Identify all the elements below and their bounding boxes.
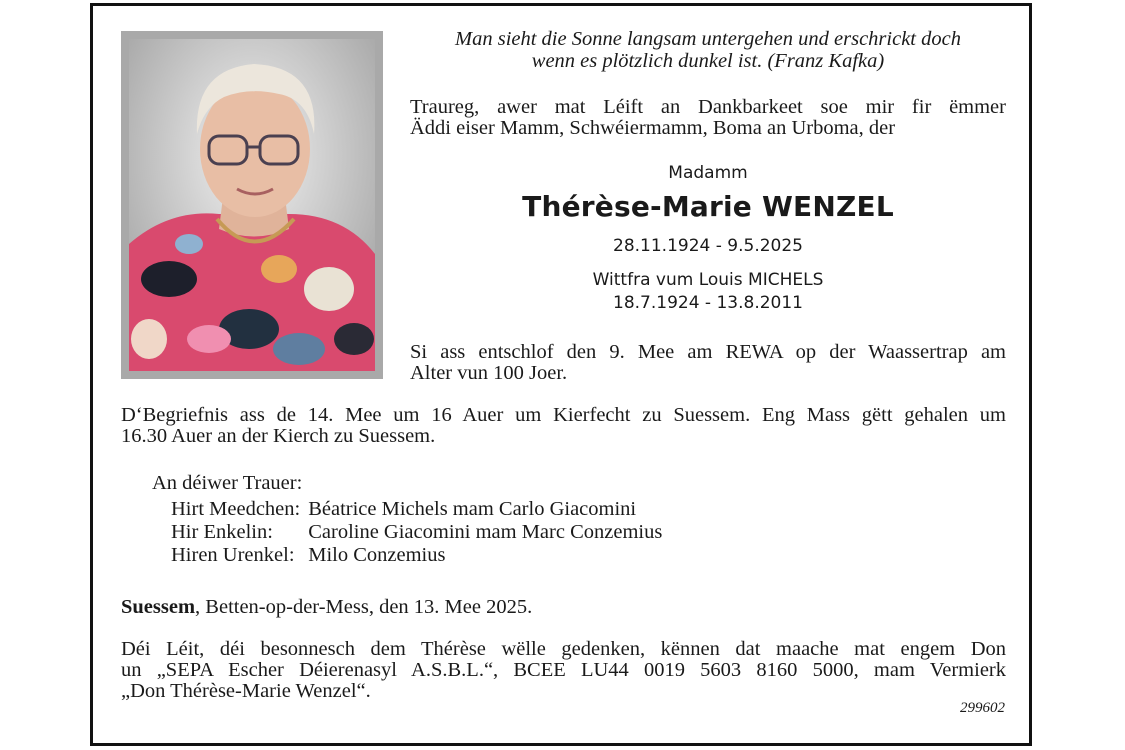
donation-line-1: Déi Léit, déi besonnesch dem Thérèse wëlle gedenken, kënnen dat maache mat engem Don (121, 638, 1006, 660)
deceased-name: Thérèse-Marie WENZEL (522, 190, 894, 223)
intro-line-2: Äddi eiser Mamm, Schwéiermamm, Boma an Urboma, der (410, 117, 896, 139)
mourner-relation: Hiren Urenkel: (171, 544, 295, 566)
list-item (171, 521, 662, 544)
mourners-heading: An déiwer Trauer: (152, 472, 303, 494)
mourner-names: Caroline Giacomini mam Marc Conzemius (308, 521, 663, 543)
mourner-names: Béatrice Michels mam Carlo Giacomini (308, 498, 637, 520)
death-line-2: Alter vun 100 Joer. (410, 362, 568, 384)
death-line-1: Si ass entschlof den 9. Mee am REWA op der Waassertrap am (410, 341, 1006, 363)
list-item (171, 544, 662, 567)
salutation: Madamm (668, 163, 748, 183)
portrait-photo (129, 39, 375, 371)
mourner-names: Milo Conzemius (308, 544, 446, 566)
intro-line-1: Traureg, awer mat Léift an Dankbarkeet soe mir fir ëmmer (410, 96, 1006, 118)
mourners-list (171, 498, 662, 567)
reference-number: 299602 (960, 700, 1005, 716)
mourner-relation: Hirt Meedchen: (171, 498, 301, 520)
death-notice (410, 342, 1006, 384)
donation-info (121, 639, 1006, 702)
deceased-dates: 28.11.1924 - 9.5.2025 (613, 236, 803, 256)
portrait-frame (121, 31, 383, 379)
quote-line-1: Man sieht die Sonne langsam untergehen und erschrickt doch (455, 28, 961, 50)
place-date (121, 596, 532, 619)
donation-line-3: „Don Thérèse-Marie Wenzel“. (121, 680, 371, 702)
intro-text (410, 97, 1006, 139)
spouse-dates: 18.7.1924 - 13.8.2011 (613, 293, 803, 313)
kafka-quote (408, 28, 1008, 72)
place-name: Suessem (121, 596, 196, 618)
list-item (171, 498, 662, 521)
funeral-line-2: 16.30 Auer an der Kierch zu Suessem. (121, 425, 436, 447)
quote-line-2: wenn es plötzlich dunkel ist. (Franz Kafka) (531, 50, 885, 72)
mourner-relation: Hir Enkelin: (171, 521, 273, 543)
widow-of: Wittfra vum Louis MICHELS (592, 270, 824, 290)
funeral-info (121, 405, 1006, 447)
donation-line-2: un „SEPA Escher Déierenasyl A.S.B.L.“, BCEE LU44 0019 5603 8160 5000, mam Vermierk (121, 659, 1006, 681)
place-date-rest: , Betten-op-der-Mess, den 13. Mee 2025. (195, 596, 533, 618)
funeral-line-1: D‘Begriefnis ass de 14. Mee um 16 Auer um Kierfecht zu Suessem. Eng Mass gëtt gehalen um (121, 404, 1006, 426)
